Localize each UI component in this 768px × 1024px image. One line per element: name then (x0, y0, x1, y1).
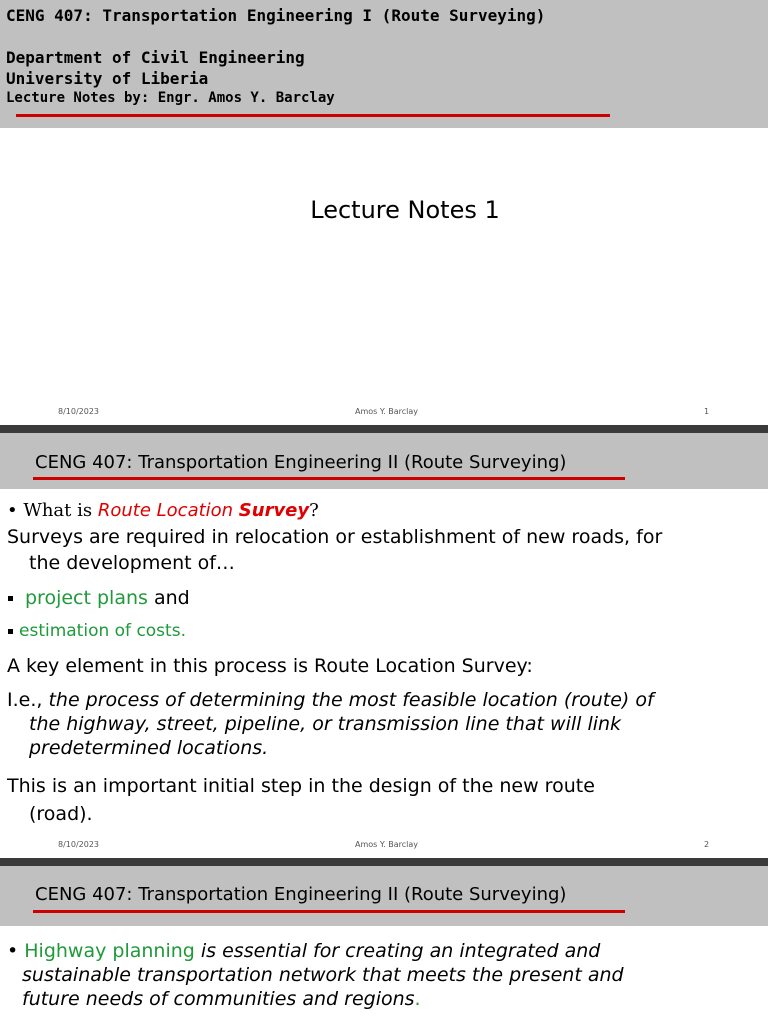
bullet-icon: • (7, 940, 25, 962)
course-title: CENG 407: Transportation Engineering I (Route Surveying) (6, 6, 546, 25)
footer-author: Amos Y. Barclay (355, 840, 418, 849)
lecture-author: Lecture Notes by: Engr. Amos Y. Barclay (6, 90, 335, 106)
question-line (7, 500, 319, 521)
paragraph-line: (road). (29, 803, 93, 825)
footer-date: 8/10/2023 (58, 840, 100, 849)
bullet-project-plans (8, 587, 190, 609)
ie-line (7, 689, 654, 711)
ie-text: the process of determining the most feasible location (route) of (48, 689, 654, 711)
bullet-text-green: project plans (25, 587, 148, 609)
slide-2-title: CENG 407: Transportation Engineering II (Route Surveying) (35, 452, 567, 473)
bullet-text-green: estimation of costs. (19, 621, 186, 641)
slide-3-header (0, 866, 768, 926)
department-name: Department of Civil Engineering (6, 48, 305, 67)
slide-3-title: CENG 407: Transportation Engineering II (Route Surveying) (35, 884, 567, 905)
bullet-square-icon (8, 596, 13, 601)
slide-1-header (0, 0, 768, 128)
footer-page-number: 1 (704, 407, 710, 416)
slide-separator (0, 858, 768, 866)
highway-planning-term: Highway planning (24, 940, 195, 962)
ie-line: predetermined locations. (29, 737, 269, 759)
slide-3 (0, 866, 768, 1024)
bullet-estimation (8, 621, 186, 641)
slide-separator (0, 425, 768, 433)
question-term: Route Location (97, 500, 239, 521)
header-underline (33, 477, 625, 480)
ie-prefix: I.e., (7, 689, 49, 711)
paragraph-line: This is an important initial step in the design of the new route (7, 775, 595, 797)
text-period: . (414, 988, 421, 1010)
question-suffix: ? (309, 500, 319, 521)
header-underline (33, 910, 625, 913)
paragraph-line: Surveys are required in relocation or establishment of new roads, for (7, 526, 663, 548)
university-name: University of Liberia (6, 69, 209, 88)
ie-line: the highway, street, pipeline, or transmission line that will link (29, 713, 622, 735)
text-segment: future needs of communities and regions (22, 988, 415, 1010)
paragraph-line: the development of… (29, 552, 235, 574)
question-prefix: • What is (7, 500, 98, 521)
footer-date: 8/10/2023 (58, 407, 100, 416)
question-term-bold: Survey (238, 500, 310, 521)
header-underline (16, 114, 610, 117)
paragraph-line: A key element in this process is Route Location Survey: (7, 655, 533, 677)
slide-title: Lecture Notes 1 (310, 196, 500, 224)
slide-1 (0, 0, 768, 425)
footer-page-number: 2 (704, 840, 710, 849)
footer-author: Amos Y. Barclay (355, 407, 418, 416)
text-segment: is essential for creating an integrated and (194, 940, 601, 962)
slide-2-header (0, 433, 768, 489)
slide-2 (0, 433, 768, 858)
text-line: sustainable transportation network that meets the present and (22, 964, 624, 986)
text-line (7, 940, 755, 962)
bullet-text: and (147, 587, 190, 609)
bullet-square-icon (8, 629, 13, 634)
text-line (22, 988, 421, 1010)
